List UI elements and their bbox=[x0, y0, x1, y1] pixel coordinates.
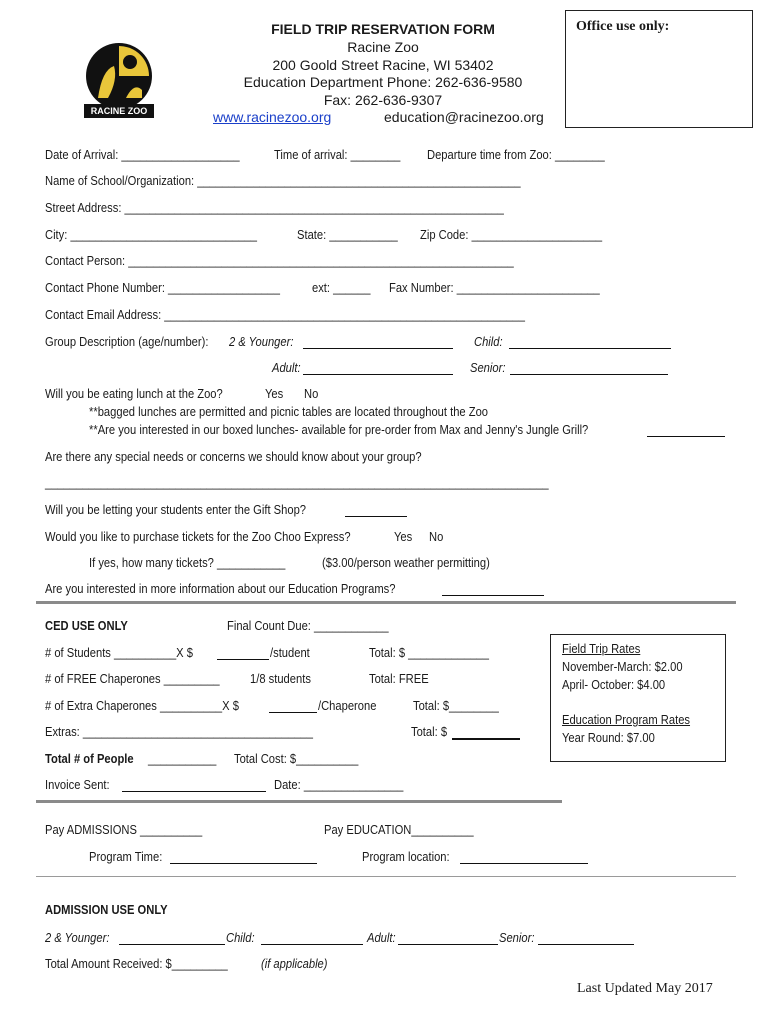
education-info-question: Are you interested in more information about our Education Programs? bbox=[45, 581, 396, 596]
form-title: FIELD TRIP RESERVATION FORM bbox=[271, 21, 495, 37]
office-use-box bbox=[565, 10, 753, 128]
students-total-field[interactable]: Total: $ _____________ bbox=[369, 645, 489, 660]
org-name: Racine Zoo bbox=[347, 39, 419, 55]
train-no-option[interactable]: No bbox=[429, 529, 444, 544]
phone-ext-field[interactable]: ext: ______ bbox=[312, 280, 371, 295]
contact-person-field[interactable]: Contact Person: ______________________________________________________________ bbox=[45, 253, 514, 268]
admission-child-label: Child: bbox=[226, 930, 255, 945]
total-received-field[interactable]: Total Amount Received: $_________ bbox=[45, 956, 228, 971]
education-info-answer-field[interactable] bbox=[442, 581, 544, 596]
senior-label: Senior: bbox=[470, 360, 506, 375]
contact-email-field[interactable]: Contact Email Address: __________________________________________________________ bbox=[45, 307, 525, 322]
gift-shop-answer-field[interactable] bbox=[345, 502, 407, 517]
adult-count-field[interactable] bbox=[303, 360, 453, 375]
website-link[interactable]: www.racinezoo.org bbox=[213, 109, 332, 125]
racine-zoo-logo bbox=[78, 40, 160, 122]
lunch-question: Will you be eating lunch at the Zoo? bbox=[45, 386, 223, 401]
boxed-lunch-question: **Are you interested in our boxed lunches- available for pre-order from Max and Jenny's Jungle Grill? bbox=[89, 422, 589, 437]
special-needs-field[interactable]: _________________________________________________________________________________ bbox=[45, 475, 549, 490]
fax-field[interactable]: Fax Number: _______________________ bbox=[389, 280, 600, 295]
education-phone: Education Department Phone: 262-636-9580 bbox=[243, 74, 523, 90]
lunch-yes-option[interactable]: Yes bbox=[265, 386, 284, 401]
per-student-label: /student bbox=[270, 645, 310, 660]
extra-chaperones-total-field[interactable]: Total: $________ bbox=[413, 698, 499, 713]
education-rates-title: Education Program Rates bbox=[562, 712, 691, 727]
chaperones-total: Total: FREE bbox=[369, 671, 429, 686]
rate-april-october: April- October: $4.00 bbox=[562, 677, 666, 692]
logo-text: RACINE ZOO bbox=[90, 106, 148, 116]
program-time-field[interactable] bbox=[170, 849, 317, 864]
field-trip-rates-title: Field Trip Rates bbox=[562, 641, 641, 656]
arrival-time-field[interactable]: Time of arrival: ________ bbox=[274, 147, 401, 162]
bagged-lunch-note: **bagged lunches are permitted and picnic tables are located throughout the Zoo bbox=[89, 404, 489, 419]
lunch-no-option[interactable]: No bbox=[304, 386, 319, 401]
zip-field[interactable]: Zip Code: _____________________ bbox=[420, 227, 603, 242]
adult-label: Adult: bbox=[272, 360, 301, 375]
train-ticket-price: ($3.00/person weather permitting) bbox=[322, 555, 490, 570]
contact-phone-field[interactable]: Contact Phone Number: __________________ bbox=[45, 280, 280, 295]
students-count-field[interactable]: # of Students __________X $ bbox=[45, 645, 193, 660]
extras-total-label: Total: $ bbox=[411, 724, 448, 739]
child-count-field[interactable] bbox=[509, 334, 671, 349]
email-address: education@racinezoo.org bbox=[384, 109, 544, 125]
program-location-field[interactable] bbox=[460, 849, 588, 864]
admission-senior-field[interactable] bbox=[538, 930, 634, 945]
invoice-sent-field[interactable] bbox=[122, 777, 266, 792]
fax-number: Fax: 262-636-9307 bbox=[323, 92, 443, 108]
last-updated: Last Updated May 2017 bbox=[577, 981, 713, 996]
younger-label: 2 & Younger: bbox=[229, 334, 294, 349]
extras-total-field[interactable] bbox=[452, 724, 520, 740]
departure-time-field[interactable]: Departure time from Zoo: ________ bbox=[427, 147, 605, 162]
total-people-field[interactable]: ___________ bbox=[148, 751, 217, 766]
admission-adult-label: Adult: bbox=[367, 930, 396, 945]
total-cost-field[interactable]: Total Cost: $__________ bbox=[234, 751, 359, 766]
train-ticket-count-field[interactable]: If yes, how many tickets? ___________ bbox=[89, 555, 286, 570]
chaperone-ratio: 1/8 students bbox=[250, 671, 311, 686]
admission-younger-field[interactable] bbox=[119, 930, 225, 945]
rate-november-march: November-March: $2.00 bbox=[562, 659, 683, 674]
program-location-label: Program location: bbox=[362, 849, 450, 864]
pay-admissions-field[interactable]: Pay ADMISSIONS __________ bbox=[45, 822, 203, 837]
admission-heading: ADMISSION USE ONLY bbox=[45, 902, 168, 917]
per-chaperone-label: /Chaperone bbox=[318, 698, 377, 713]
chaperone-rate-field[interactable] bbox=[269, 698, 317, 713]
city-field[interactable]: City: ______________________________ bbox=[45, 227, 258, 242]
extra-chaperones-field[interactable]: # of Extra Chaperones __________X $ bbox=[45, 698, 239, 713]
final-count-field[interactable]: Final Count Due: ____________ bbox=[227, 618, 389, 633]
free-chaperones-field[interactable]: # of FREE Chaperones _________ bbox=[45, 671, 220, 686]
invoice-date-field[interactable]: Date: ________________ bbox=[274, 777, 404, 792]
rate-year-round: Year Round: $7.00 bbox=[562, 730, 655, 745]
special-needs-question: Are there any special needs or concerns we should know about your group? bbox=[45, 449, 422, 464]
boxed-lunch-answer-field[interactable] bbox=[647, 422, 725, 437]
office-use-label: Office use only: bbox=[576, 19, 670, 34]
arrival-date-field[interactable]: Date of Arrival: ___________________ bbox=[45, 147, 240, 162]
gift-shop-question: Will you be letting your students enter the Gift Shop? bbox=[45, 502, 307, 517]
group-description-label: Group Description (age/number): bbox=[45, 334, 209, 349]
section-divider bbox=[36, 601, 736, 604]
admission-senior-label: Senior: bbox=[499, 930, 535, 945]
younger-count-field[interactable] bbox=[303, 334, 453, 349]
senior-count-field[interactable] bbox=[510, 360, 668, 375]
child-label: Child: bbox=[474, 334, 503, 349]
admission-younger-label: 2 & Younger: bbox=[45, 930, 110, 945]
invoice-sent-label: Invoice Sent: bbox=[45, 777, 110, 792]
street-address-field[interactable]: Street Address: _____________________________________________________________ bbox=[45, 200, 504, 215]
pay-education-field[interactable]: Pay EDUCATION__________ bbox=[324, 822, 474, 837]
state-field[interactable]: State: ___________ bbox=[297, 227, 398, 242]
program-time-label: Program Time: bbox=[89, 849, 163, 864]
extras-field[interactable]: Extras: _____________________________________ bbox=[45, 724, 313, 739]
rates-box bbox=[550, 634, 726, 762]
org-address: 200 Goold Street Racine, WI 53402 bbox=[272, 57, 494, 73]
student-rate-field[interactable] bbox=[217, 645, 269, 660]
section-divider bbox=[36, 800, 562, 803]
ced-heading: CED USE ONLY bbox=[45, 618, 128, 633]
train-yes-option[interactable]: Yes bbox=[394, 529, 413, 544]
admission-adult-field[interactable] bbox=[398, 930, 498, 945]
train-question: Would you like to purchase tickets for the Zoo Choo Express? bbox=[45, 529, 351, 544]
section-divider bbox=[36, 876, 736, 877]
admission-child-field[interactable] bbox=[261, 930, 363, 945]
if-applicable-note: (if applicable) bbox=[261, 956, 328, 971]
total-people-label: Total # of People bbox=[45, 751, 134, 766]
school-name-field[interactable]: Name of School/Organization: ____________________________________________________ bbox=[45, 173, 521, 188]
